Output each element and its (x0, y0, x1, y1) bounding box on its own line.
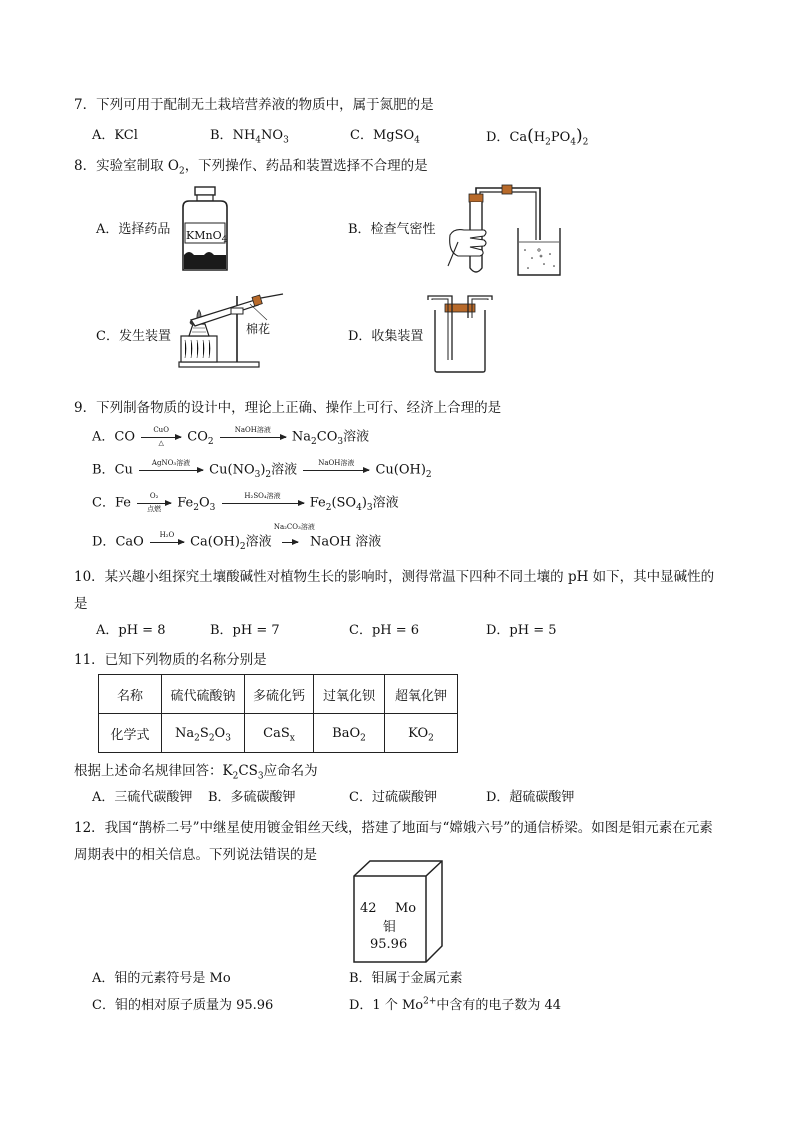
formula: Fe (177, 495, 194, 511)
formula: Cu(NO (209, 462, 255, 478)
formula-sub: 4 (356, 503, 362, 514)
formula-sub: 2 (193, 503, 199, 514)
formula-part: H (533, 130, 546, 145)
q11-option-d: D．超硫碳酸钾 (486, 790, 575, 805)
paren: ) (576, 126, 583, 146)
formula: 溶液 (271, 462, 298, 478)
formula-sub: 2 (311, 437, 317, 448)
q10-stem-line1: 10．某兴趣小组探究土壤酸碱性对植物生长的影响时，测得常温下四种不同土壤的 pH 如下，其中显碱性的 (74, 569, 715, 585)
stem-part: 8．实验室制取 O (74, 158, 179, 174)
condition: NaOH溶液 (234, 426, 271, 434)
paren: ( (527, 126, 534, 146)
element-name: 钼 (383, 920, 397, 935)
airtightness-check-illustration (440, 180, 570, 280)
formula: Cu(OH) (375, 462, 426, 478)
formula: 溶液 (245, 534, 272, 550)
q10-option-c: C．pH = 6 (349, 623, 420, 638)
formula: O (199, 495, 210, 511)
q12-option-c: C．钼的相对原子质量为 95.96 (92, 998, 274, 1013)
stem-sub: 2 (178, 166, 185, 177)
q12-option-d: D．1 个 $Mo^{2+}$中含有的电子数为 44 (349, 996, 562, 1013)
cotton-label: 棉花 (246, 322, 271, 336)
q10-option-a: A．pH = 8 (96, 623, 166, 638)
option-letter: C． (350, 128, 373, 143)
formula-sub: 3 (366, 503, 373, 514)
reaction-arrow (137, 492, 171, 514)
reaction-arrow (220, 426, 286, 448)
formula: ) (260, 462, 266, 478)
table-cell: BaO$_2$ (314, 714, 385, 753)
q11-stem: 11．已知下列物质的名称分别是 (74, 652, 267, 668)
q12-option-a: A．钼的元素符号是 Mo (92, 971, 231, 986)
formula-sub: 4 (255, 135, 262, 146)
formula: Fe (309, 495, 326, 511)
formula-sub: 3 (209, 503, 216, 514)
q11-hint: 根据上述命名规律回答：$K_2CS_3$应命名为 (74, 763, 318, 782)
formula: KCl (114, 128, 138, 143)
q7-stem: 7．下列可用于配制无土栽培营养液的物质中，属于氮肥的是 (74, 97, 434, 113)
condition: NaOH溶液 (318, 459, 355, 467)
condition: O₂ (149, 492, 159, 500)
formula-sub: 2 (239, 542, 246, 553)
condition: CuO (153, 426, 169, 434)
formula-sub: 3 (283, 135, 289, 146)
formula-sub: 2 (425, 470, 432, 481)
reaction-arrow (139, 459, 203, 481)
q8-option-a: A．选择药品 (96, 222, 171, 237)
formula: Ca(OH) (190, 534, 240, 550)
table-row (99, 714, 458, 753)
collection-bottle-illustration (425, 292, 495, 374)
reaction-arrow (303, 459, 369, 481)
kmno4-label (186, 229, 228, 246)
q7-option-a (92, 127, 138, 145)
formula-sub: 3 (337, 437, 344, 448)
q10-option-b: B．pH = 7 (210, 623, 280, 638)
option-letter: D． (486, 130, 510, 145)
option-letter: C． (92, 495, 115, 511)
q9-option-c (92, 492, 399, 514)
formula: CaO (115, 534, 144, 550)
formula: NaOH 溶液 (309, 534, 382, 550)
table-cell: 硫代硫酸钠 (162, 675, 245, 714)
formula: 溶液 (372, 495, 399, 511)
formula: CO (187, 429, 208, 445)
element-mass: 95.96 (370, 937, 408, 952)
option-letter: B． (210, 128, 233, 143)
condition: H₂SO₄溶液 (244, 492, 281, 500)
condition: 点燃 (147, 505, 162, 513)
table-cell: $KO_2$ (385, 714, 458, 753)
q8-stem (74, 156, 428, 176)
condition: △ (158, 439, 164, 447)
table-cell: 超氧化钾 (385, 675, 458, 714)
q12-stem-line1: 12．我国“鹊桥二号”中继星使用镀金钼丝天线，搭建了地面与“嫦娥六号”的通信桥梁。如图是钼元素在元素 (74, 820, 713, 836)
stem-part: ，下列操作、药品和装置选择不合理的是 (184, 158, 428, 174)
reaction-arrow (222, 492, 304, 514)
option-letter: B． (92, 462, 115, 478)
formula-part: PO (550, 130, 571, 145)
formula-sub: 4 (414, 135, 420, 146)
q7-option-d (486, 127, 588, 147)
label-sub: 4 (221, 235, 228, 246)
q9-option-b (92, 459, 432, 481)
formula-sub: 2 (325, 503, 332, 514)
option-letter: A． (92, 429, 115, 445)
q12-stem-line2: 周期表中的相关信息。下列说法错误的是 (74, 847, 317, 863)
q7-option-b (210, 127, 289, 145)
q8-option-c: C．发生装置 (96, 329, 171, 344)
table-cell: 化学式 (99, 714, 162, 753)
formula: ) (361, 495, 367, 511)
q11-option-b: B．多硫碳酸钾 (208, 790, 296, 805)
option-letter: A． (92, 128, 115, 143)
table-cell: 过氧化钡 (314, 675, 385, 714)
formula-sub: 2 (207, 437, 214, 448)
reaction-arrow (273, 523, 315, 553)
table-cell: CaS$_x$ (245, 714, 314, 753)
q12-option-b: B．钼属于金属元素 (349, 971, 463, 986)
reaction-arrow (150, 531, 184, 553)
q7-option-c (350, 127, 420, 145)
element-symbol: Mo (395, 901, 417, 916)
table-row (99, 675, 458, 714)
condition: H₂O (159, 531, 175, 539)
q9-option-a (92, 426, 369, 448)
formula-sub: 2 (545, 137, 551, 148)
formula: Fe (114, 495, 131, 511)
option-letter: D． (92, 534, 116, 550)
table-cell: $Na_2S_2O_3$ (162, 714, 245, 753)
q8-option-d: D．收集装置 (348, 329, 424, 344)
formula: (SO (331, 495, 357, 511)
element-number: 42 (360, 901, 377, 916)
formula: CO (114, 429, 135, 445)
formula-sub: 3 (254, 470, 261, 481)
formula-sub: 2 (265, 470, 272, 481)
q11-option-a: A．三硫代碳酸钾 (92, 790, 193, 805)
reaction-arrow (141, 426, 181, 448)
formula-part: MgSO (372, 128, 415, 143)
label-text: KMnO (186, 229, 222, 242)
formula: CO (316, 429, 338, 445)
q11-option-c: C．过硫碳酸钾 (349, 790, 437, 805)
formula: 溶液 (343, 429, 370, 445)
formula-part: NO (261, 128, 284, 143)
formula-sub: 2 (582, 137, 589, 148)
naming-table (98, 674, 458, 753)
formula: Na (291, 429, 312, 445)
table-cell: 多硫化钙 (245, 675, 314, 714)
q8-option-b: B．检查气密性 (348, 222, 436, 237)
table-cell: 名称 (99, 675, 162, 714)
condition: Na₂CO₃溶液 (273, 523, 315, 531)
formula-part: Ca (509, 130, 528, 145)
q9-option-d (92, 523, 382, 553)
formula-sub: 4 (570, 137, 576, 148)
q10-stem-line2: 是 (74, 596, 88, 612)
formula: Cu (114, 462, 133, 478)
q9-stem: 9．下列制备物质的设计中，理论上正确、操作上可行、经济上合理的是 (74, 400, 502, 416)
formula-part: NH (232, 128, 256, 143)
q10-option-d: D．pH = 5 (486, 623, 557, 638)
condition: AgNO₃溶液 (151, 459, 191, 467)
